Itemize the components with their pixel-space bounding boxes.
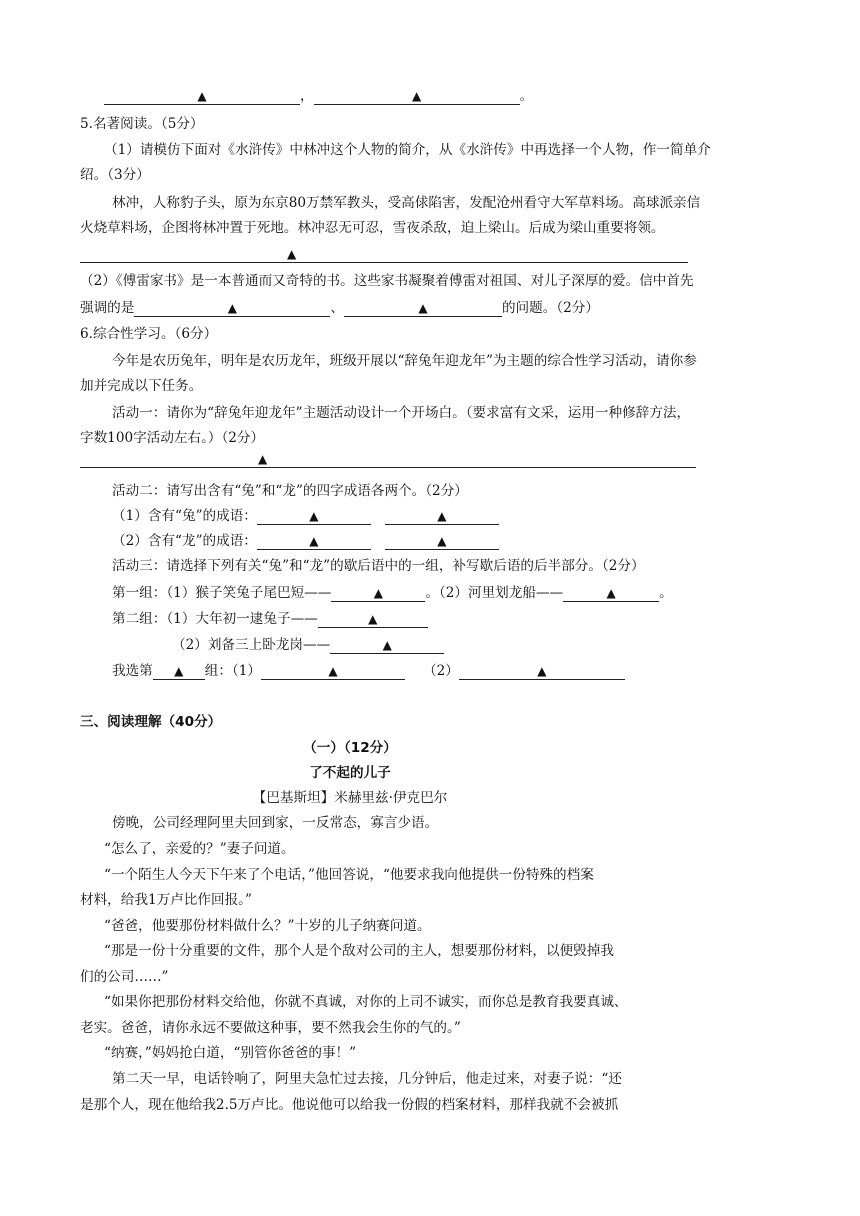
story-paragraph: 老实。爸爸，请你永远不要做这种事，要不然我会生你的气的。” xyxy=(80,1020,461,1036)
answer-blank[interactable]: ▲ xyxy=(153,663,205,680)
answer-marker: ▲ xyxy=(287,247,297,261)
answer-blank[interactable]: ▲ xyxy=(344,300,502,317)
answer-blank[interactable]: ▲ xyxy=(459,663,625,680)
story-author: 【巴基斯坦】米赫里兹·伊克巴尔 xyxy=(252,790,448,806)
story-paragraph: “怎么了，亲爱的？”妻子问道。 xyxy=(104,841,295,857)
q6-choose-line: 我选第 ▲ 组：（1） ▲ （2） ▲ xyxy=(112,661,625,681)
story-paragraph: “爸爸，他要那份材料做什么？”十岁的儿子纳赛问道。 xyxy=(104,918,431,934)
answer-blank[interactable]: ▲ xyxy=(563,585,659,602)
q6-intro-text-cont: 加并完成以下任务。 xyxy=(80,378,203,394)
answer-blank[interactable]: ▲ xyxy=(331,585,425,602)
answer-blank[interactable]: ▲ xyxy=(104,88,300,105)
story-paragraph: 们的公司……” xyxy=(80,969,169,985)
answer-blank[interactable]: ▲ xyxy=(318,611,428,628)
q6-activity2-rabbit-line: （1）含有“兔”的成语： ▲ ▲ xyxy=(112,506,499,526)
q5-example-text: 林冲，人称豹子头，原为东京80万禁军教头，受高俅陷害，发配沧州看守大军草料场。高球派亲信 xyxy=(112,195,701,211)
story-title: 了不起的儿子 xyxy=(309,765,391,781)
q6-intro-text: 今年是农历兔年，明年是农历龙年，班级开展以“辞兔年迎龙年”为主题的综合性学习活动，请你参 xyxy=(112,353,697,369)
story-paragraph: “一个陌生人今天下午来了个电话，”他回答说，“他要求我向他提供一份特殊的档案 xyxy=(104,867,594,883)
q5-part1-text: （1）请模仿下面对《水浒传》中林冲这个人物的简介，从《水浒传》中再选择一个人物，作一简单介 xyxy=(104,142,711,158)
story-paragraph: 是那个人，现在他给我2.5万卢比。他说他可以给我一份假的档案材料，那样我就不会被抓 xyxy=(80,1097,619,1113)
section-heading: 三、阅读理解（40分） xyxy=(80,714,222,730)
story-paragraph: “那是一份十分重要的文件，那个人是个敌对公司的主人，想要那份材料，以便毁掉我 xyxy=(104,943,614,959)
q6-activity1-text-cont: 字数100字活动左右。）（2分） xyxy=(80,430,265,446)
q6-group1-line: 第一组：（1）猴子笑兔子尾巴短—— ▲ 。（2）河里划龙船—— ▲ 。 xyxy=(112,585,673,601)
answer-blank[interactable]: ▲ xyxy=(385,508,499,525)
q5-part1-text-cont: 绍。（3分） xyxy=(80,167,150,183)
q6-group2-item2-line: （2）刘备三上卧龙岗—— ▲ xyxy=(172,635,444,655)
story-paragraph: “如果你把那份材料交给他，你就不真诚，对你的上司不诚实，而你总是教育我要真诚、 xyxy=(104,994,628,1010)
top-answer-line: ▲ ， ▲ 。 xyxy=(104,86,533,106)
answer-blank[interactable]: ▲ xyxy=(257,533,371,550)
answer-blank[interactable]: ▲ xyxy=(134,300,330,317)
answer-marker: ▲ xyxy=(258,452,268,466)
answer-blank[interactable]: ▲ xyxy=(385,533,499,550)
answer-rule[interactable] xyxy=(80,467,696,468)
q6-activity2-dragon-line: （2）含有“龙”的成语： ▲ ▲ xyxy=(112,531,499,551)
q5-title: 5.名著阅读。（5分） xyxy=(80,116,204,132)
q6-group2-line: 第二组：（1）大年初一逮兔子—— ▲ xyxy=(112,609,428,629)
q6-activity1-text: 活动一：请你为“辞兔年迎龙年”主题活动设计一个开场白。（要求富有文采，运用一种修辞方法， xyxy=(112,405,691,421)
answer-blank[interactable]: ▲ xyxy=(330,637,444,654)
q5-example-text-cont: 火烧草料场，企图将林冲置于死地。林冲忍无可忍，雪夜杀敌，迫上梁山。后成为梁山重要将领。 xyxy=(80,220,665,236)
q6-activity3-text: 活动三：请选择下列有关“兔”和“龙”的歇后语中的一组，补写歇后语的后半部分。（2分） xyxy=(112,558,645,574)
story-paragraph: 第二天一早，电话铃响了，阿里夫急忙过去接，几分钟后，他走过来，对妻子说：“还 xyxy=(112,1071,622,1087)
answer-blank[interactable]: ▲ xyxy=(314,88,520,105)
answer-blank[interactable]: ▲ xyxy=(261,663,405,680)
story-paragraph: 材料，给我1万卢比作回报。” xyxy=(80,892,252,908)
q5-part2-text: （2）《傅雷家书》是一本普通而又奇特的书。这些家书凝聚着傅雷对祖国、对儿子深厚的爱。信中首先 xyxy=(80,273,694,289)
q6-title: 6.综合性学习。（6分） xyxy=(80,326,218,342)
answer-blank[interactable]: ▲ xyxy=(257,508,371,525)
story-paragraph: 傍晚，公司经理阿里夫回到家，一反常态，寡言少语。 xyxy=(112,815,439,831)
answer-rule[interactable] xyxy=(80,262,688,263)
story-paragraph: “纳赛，”妈妈抢白道，“别管你爸爸的事！” xyxy=(104,1045,357,1061)
q6-activity2-text: 活动二：请写出含有“兔”和“龙”的四字成语各两个。（2分） xyxy=(112,483,468,499)
passage-number: （一）（12分） xyxy=(303,740,397,756)
q5-part2-answer-line: 强调的是 ▲ 、 ▲ 的问题。（2分） xyxy=(80,300,599,316)
